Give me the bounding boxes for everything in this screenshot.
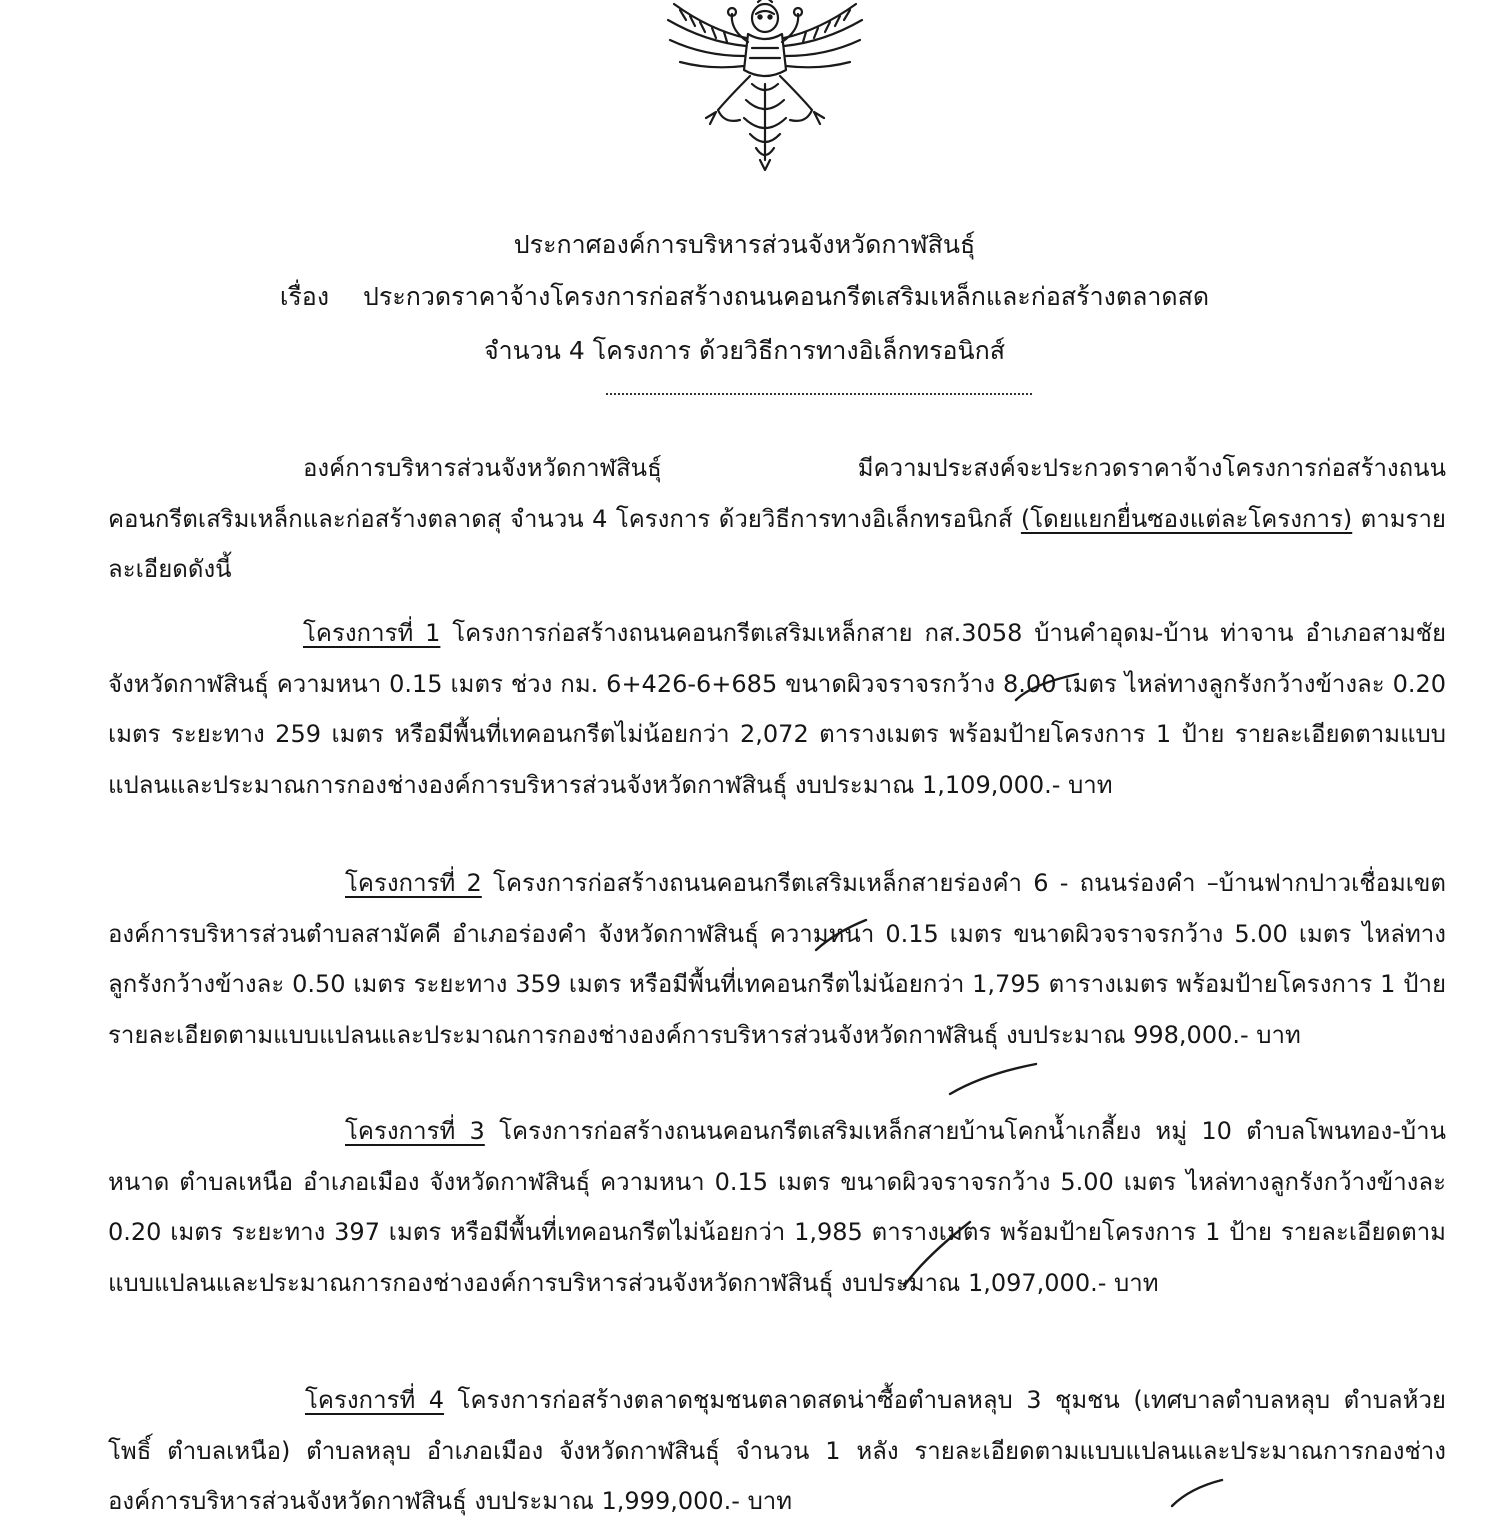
- project-3-text: โครงการก่อสร้างถนนคอนกรีตเสริมเหล็กสายบ้านโคกน้ำเกลี้ยง หมู่ 10 ตำบลโพนทอง-บ้านหนาด ตำบลเหนือ อำเภอเมือง จังหวัดกาฬสินธุ์ ความหนา 0.15 เมตร ขนาดผิวจราจรกว้าง 5.00 เมตร ไหล่ทางลูกรังกว้างข้างละ 0.20 เมตร ระยะทาง 397 เมตร หรือมีพื้นที่เทคอนกรีตไม่น้อยกว่า 1,985 ตารางเมตร พร้อมป้ายโครงการ 1 ป้าย รายละเอียดตามแบบแปลนและประมาณการกองช่างองค์การบริหารส่วนจังหวัดกาฬสินธุ์ งบประมาณ 1,097,000.- บาท: [108, 1117, 1446, 1297]
- project-2-text: โครงการก่อสร้างถนนคอนกรีตเสริมเหล็กสายร่องคำ 6 - ถนนร่องคำ –บ้านฟากปาวเชื่อมเขตองค์การบริหารส่วนตำบลสามัคคี อำเภอร่องคำ จังหวัดกาฬสินธุ์ ความหนา 0.15 เมตร ขนาดผิวจราจรกว้าง 5.00 เมตร ไหล่ทางลูกรังกว้างข้างละ 0.50 เมตร ระยะทาง 359 เมตร หรือมีพื้นที่เทคอนกรีตไม่น้อยกว่า 1,795 ตารางเมตร พร้อมป้ายโครงการ 1 ป้าย รายละเอียดตามแบบแปลนและประมาณการกองช่างองค์การบริหารส่วนจังหวัดกาฬสินธุ์ งบประมาณ 998,000.- บาท: [108, 869, 1447, 1049]
- project-3-label: โครงการที่ 3: [345, 1117, 485, 1145]
- project-3-paragraph: [108, 1106, 1446, 1308]
- handwritten-check-mark-2: [810, 916, 870, 956]
- project-2-label: โครงการที่ 2: [345, 869, 482, 897]
- handwritten-check-mark-1: [1012, 670, 1082, 710]
- intro-text: องค์การบริหารส่วนจังหวัดกาฬสินธุ์ มีความประสงค์จะประกวดราคาจ้างโครงการก่อสร้างถนนคอนกรีตเสริมเหล็กและก่อสร้างตลาดสุ จำนวน 4 โครงการ ด้วยวิธีการทางอิเล็กทรอนิกส์: [108, 454, 1446, 533]
- dotted-separator: [606, 393, 1032, 395]
- intro-paragraph: [108, 443, 1446, 595]
- intro-tail: ตามรายละเอียดดังนี้: [108, 504, 1446, 583]
- project-4-paragraph: [108, 1375, 1446, 1527]
- handwritten-check-mark-4: [896, 1216, 976, 1296]
- garuda-emblem-icon: [660, 0, 870, 172]
- project-1-label: โครงการที่ 1: [303, 619, 441, 647]
- handwritten-check-mark-3: [944, 1060, 1040, 1100]
- subject-label: เรื่อง: [279, 282, 330, 311]
- project-1-paragraph: [108, 608, 1446, 810]
- document-subject: [0, 282, 1489, 312]
- project-2-paragraph: [108, 858, 1446, 1060]
- subject-text: ประกวดราคาจ้างโครงการก่อสร้างถนนคอนกรีตเสริมเหล็กและก่อสร้างตลาดสด: [363, 282, 1210, 311]
- project-1-text: โครงการก่อสร้างถนนคอนกรีตเสริมเหล็กสาย กส.3058 บ้านคำอุดม-บ้าน ท่าจาน อำเภอสามชัย จังหวัดกาฬสินธุ์ ความหนา 0.15 เมตร ช่วง กม. 6+426-6+685 ขนาดผิวจราจรกว้าง 8.00 เมตร ไหล่ทางลูกรังกว้างข้างละ 0.20 เมตร ระยะทาง 259 เมตร หรือมีพื้นที่เทคอนกรีตไม่น้อยกว่า 2,072 ตารางเมตร พร้อมป้ายโครงการ 1 ป้าย รายละเอียดตามแบบแปลนและประมาณการกองช่างองค์การบริหารส่วนจังหวัดกาฬสินธุ์ งบประมาณ 1,109,000.- บาท: [108, 619, 1447, 799]
- document-subject-line2: จำนวน 4 โครงการ ด้วยวิธีการทางอิเล็กทรอนิกส์: [483, 336, 1005, 365]
- document-title: ประกาศองค์การบริหารส่วนจังหวัดกาฬสินธุ์: [513, 230, 976, 259]
- intro-underlined: (โดยแยกยื่นซองแต่ละโครงการ): [1020, 504, 1353, 533]
- project-4-label: โครงการที่ 4: [305, 1386, 445, 1414]
- project-4-text: โครงการก่อสร้างตลาดชุมชนตลาดสดน่าซื้อตำบลหลุบ 3 ชุมชน (เทศบาลตำบลหลุบ ตำบลห้วยโพธิ์ ตำบลเหนือ) ตำบลหลุบ อำเภอเมือง จังหวัดกาฬสินธุ์ จำนวน 1 หลัง รายละเอียดตามแบบแปลนและประมาณการกองช่างองค์การบริหารส่วนจังหวัดกาฬสินธุ์ งบประมาณ 1,999,000.- บาท: [108, 1386, 1446, 1515]
- handwritten-check-mark-5: [1166, 1476, 1226, 1510]
